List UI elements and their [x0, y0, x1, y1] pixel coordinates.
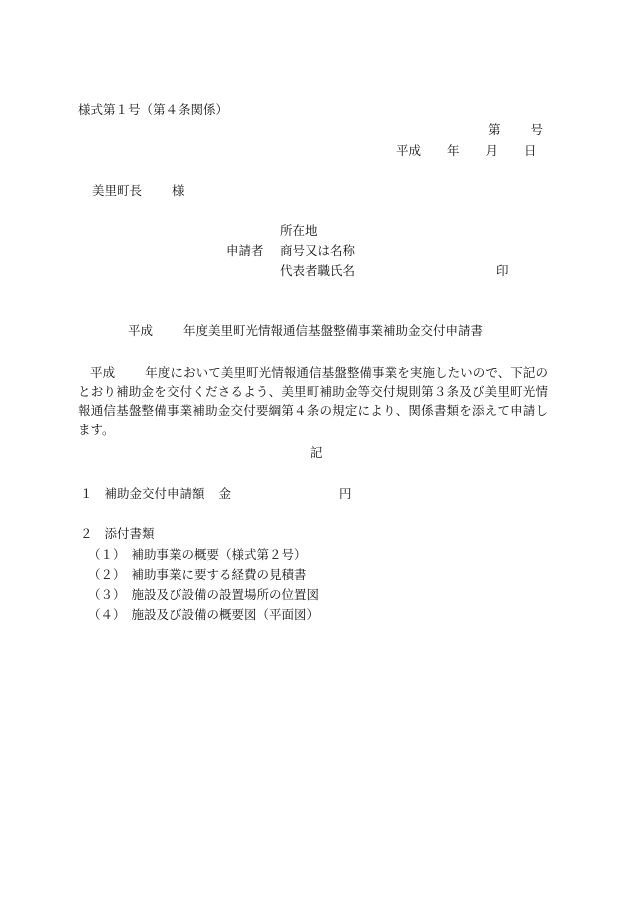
ki-marker: 記	[310, 445, 323, 460]
item1-number: １	[80, 486, 93, 501]
attachment-text: 補助事業に要する経費の見積書	[131, 567, 307, 582]
item1-label: 補助金交付申請額	[104, 486, 205, 501]
date-month-label: 月	[485, 143, 499, 158]
doc-no-suffix: 号	[530, 122, 544, 137]
item2-label: 添付書類	[104, 526, 155, 541]
date-year-label: 年	[447, 143, 460, 158]
item1-prefix: 金	[218, 486, 232, 501]
item2-row	[80, 526, 155, 542]
attachment-item	[88, 607, 319, 623]
title-text: 年度美里町光情報通信基盤整備事業補助金交付申請書	[183, 323, 484, 338]
seal-mark: 印	[496, 263, 509, 278]
body-paragraph	[78, 363, 548, 439]
document-number	[488, 122, 543, 138]
applicant-address-label: 所在地	[280, 223, 318, 238]
form-number: 様式第１号（第４条関係）	[78, 102, 229, 117]
addressee	[92, 183, 185, 199]
applicant-company-label: 商号又は名称	[280, 243, 356, 258]
applicant-role-label: 申請者	[226, 243, 264, 258]
attachment-item	[88, 547, 307, 563]
date-line	[396, 143, 537, 159]
document-title	[128, 323, 483, 339]
item1-unit: 円	[339, 486, 352, 501]
date-era: 平成	[396, 143, 422, 158]
attachment-item	[88, 587, 319, 603]
applicant-rep-label: 代表者職氏名	[280, 263, 356, 278]
attachment-text: 施設及び設備の設置場所の位置図	[131, 587, 320, 602]
item2-number: ２	[80, 526, 93, 541]
date-day-label: 日	[524, 143, 537, 158]
attachment-text: 補助事業の概要（様式第２号）	[131, 547, 307, 562]
addressee-honorific: 様	[172, 183, 185, 198]
attachment-number: （３）	[88, 587, 126, 602]
title-era: 平成	[128, 323, 154, 338]
attachment-number: （２）	[88, 567, 126, 582]
body-text: 年度において美里町光情報通信基盤整備事業を実施したいので、下記のとおり補助金を交付くださるよう、美里町補助金等交付規則第３条及び美里町光情報通信基盤整備事業補助金交付要綱第４条の規定により、関係書類を添えて申請します。	[78, 365, 548, 437]
body-era: 平成	[90, 365, 116, 380]
attachment-item	[88, 567, 307, 583]
item1-row	[80, 486, 352, 502]
attachment-number: （４）	[88, 607, 126, 622]
attachment-number: （１）	[88, 547, 126, 562]
doc-no-prefix: 第	[488, 122, 501, 137]
addressee-name: 美里町長	[92, 183, 143, 198]
attachment-text: 施設及び設備の概要図（平面図）	[131, 607, 320, 622]
